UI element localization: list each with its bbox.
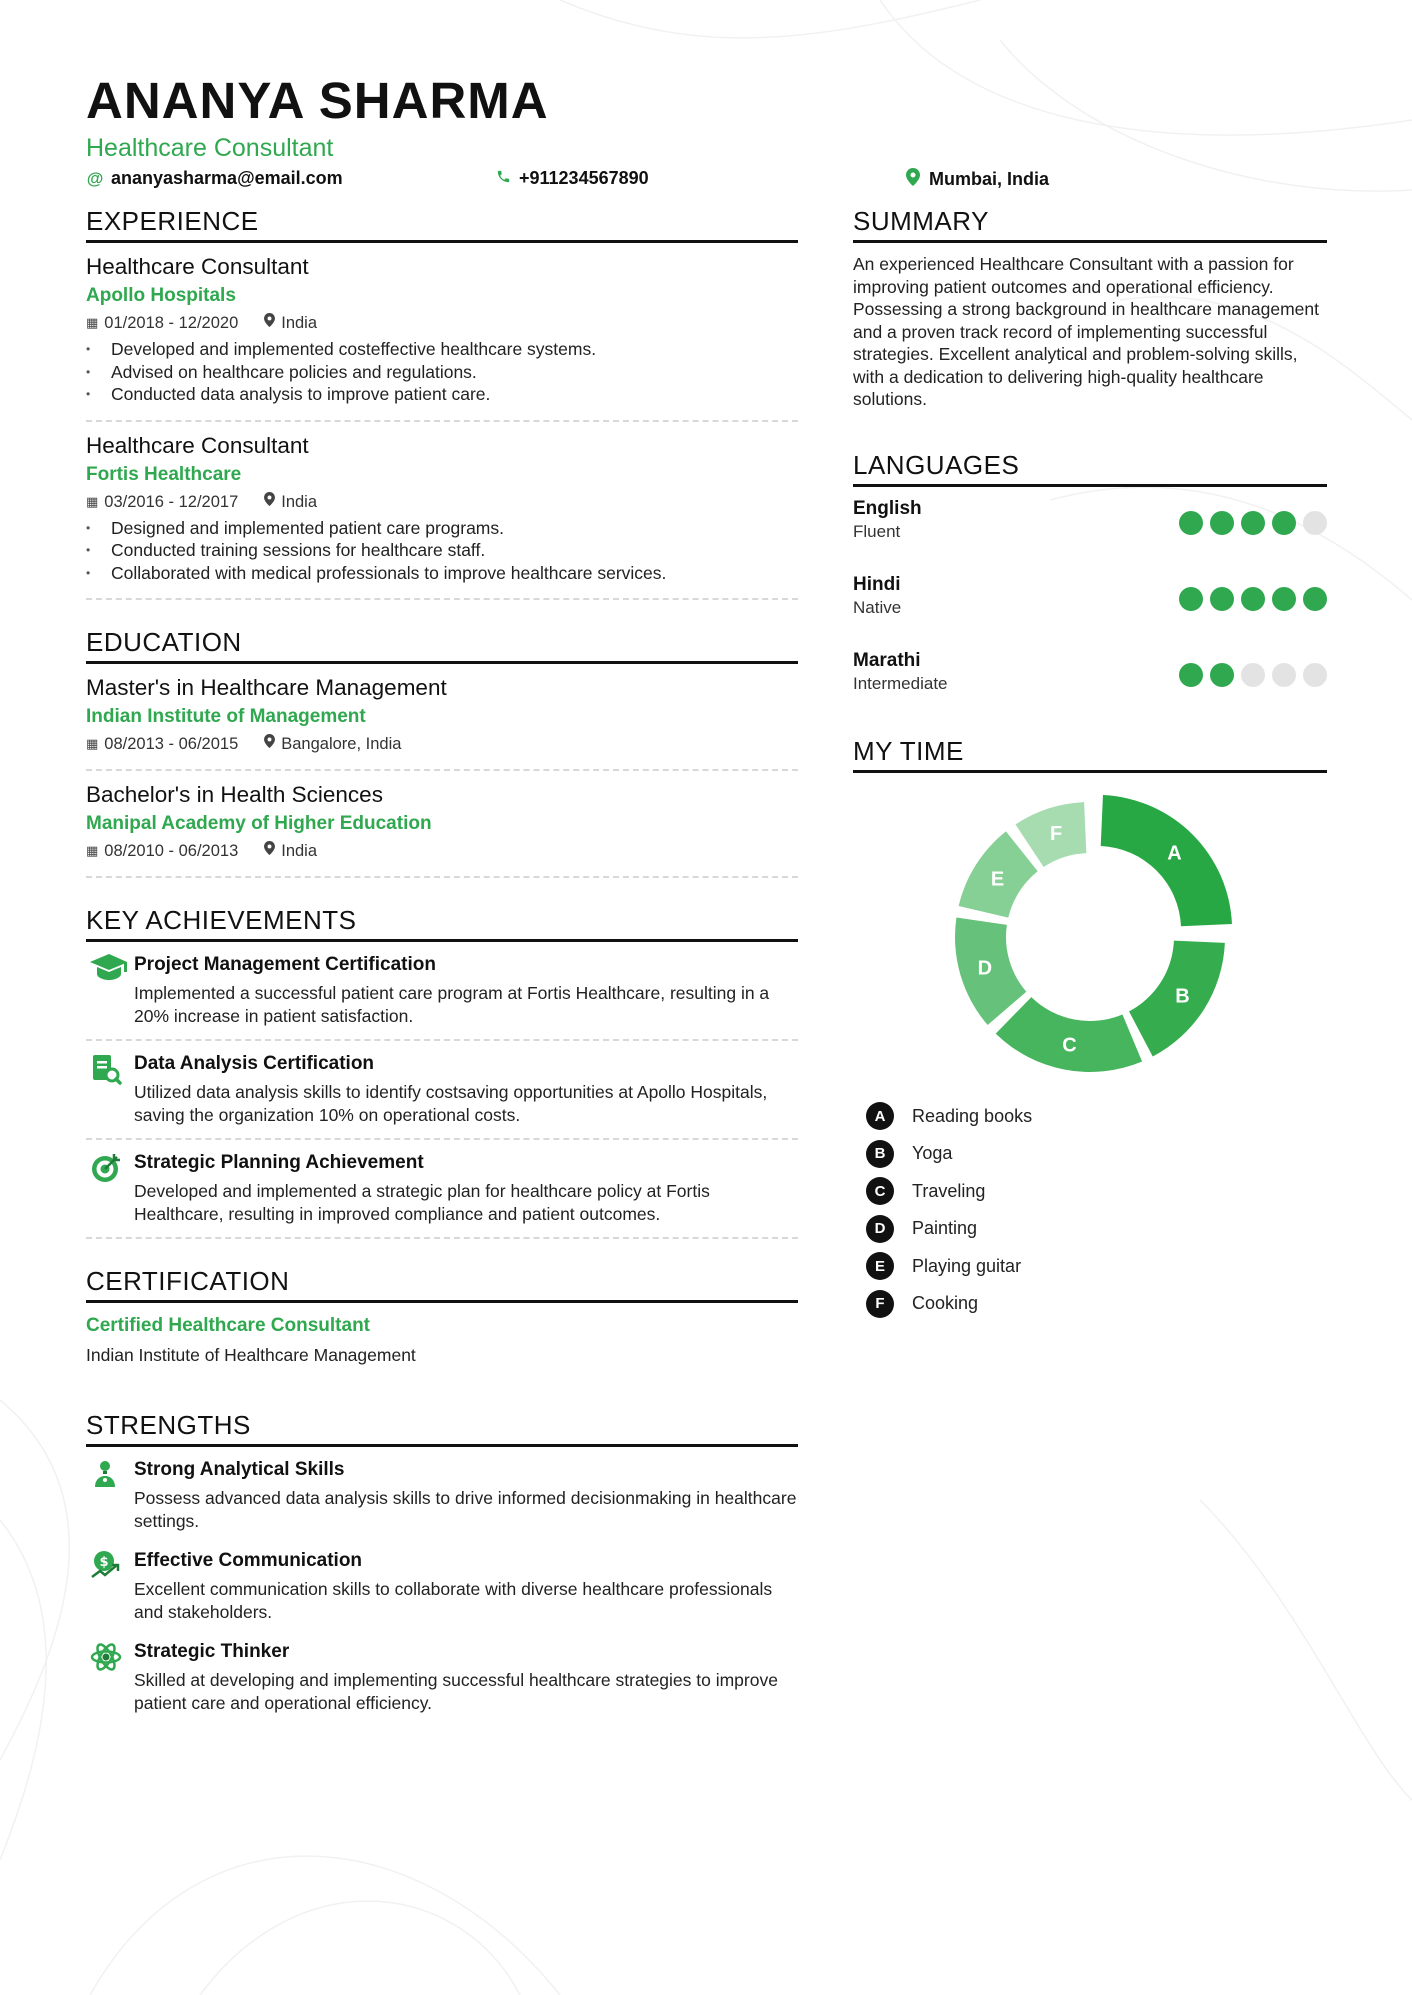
rating-dot-filled — [1272, 587, 1296, 611]
bullet-list — [86, 517, 798, 585]
education-section — [86, 626, 798, 878]
entry-location: India — [281, 314, 318, 332]
company-name: Fortis Healthcare — [86, 463, 242, 485]
entry-dates: 08/2013 - 06/2015 — [104, 735, 239, 753]
languages-heading: LANGUAGES — [853, 449, 1327, 487]
legend-letter: F — [866, 1290, 894, 1318]
language-level: Native — [853, 597, 902, 617]
language-item — [853, 649, 1327, 715]
legend-letter: A — [866, 1102, 894, 1130]
list-item: • Developed and implemented costeffective healthcare systems. — [86, 338, 798, 361]
donut-slice-label: A — [1167, 842, 1182, 865]
rating-dot-filled — [1241, 511, 1265, 535]
legend-letter: C — [866, 1177, 894, 1205]
legend-letter: D — [866, 1215, 894, 1243]
list-item: • Collaborated with medical professionals to improve healthcare services. — [86, 562, 798, 585]
experience-entry — [86, 422, 798, 601]
summary-section — [853, 205, 1327, 411]
contact-phone[interactable] — [494, 168, 649, 189]
education-heading: EDUCATION — [86, 626, 798, 664]
my-time-heading: MY TIME — [853, 735, 1327, 773]
map-pin-icon — [264, 491, 275, 513]
strength-item — [86, 1629, 798, 1720]
donut-slice-label: F — [1050, 822, 1063, 845]
legend-item — [866, 1285, 1327, 1323]
legend-letter: B — [866, 1140, 894, 1168]
achievement-description: Utilized data analysis skills to identify costsaving opportunities at Apollo Hospitals, saving the organization 10% on operational costs. — [134, 1082, 768, 1125]
list-item: • Advised on healthcare policies and regulations. — [86, 361, 798, 384]
strength-description: Excellent communication skills to collaborate with diverse healthcare professionals and stakeholders. — [134, 1579, 773, 1622]
strength-description: Possess advanced data analysis skills to drive informed decisionmaking in healthcare settings. — [134, 1488, 797, 1531]
entry-location: India — [281, 492, 318, 511]
map-pin-icon — [264, 312, 275, 334]
left-column — [86, 205, 798, 1746]
at-sign-icon: @ — [86, 168, 104, 188]
rating-dot-filled — [1303, 587, 1327, 611]
language-level: Intermediate — [853, 673, 948, 693]
rating-dot-empty — [1303, 663, 1327, 687]
legend-label: Painting — [912, 1218, 978, 1239]
phone-icon — [494, 169, 512, 189]
achievement-item — [86, 942, 798, 1041]
achievements-section — [86, 904, 798, 1239]
email-text: ananyasharma@email.com — [111, 168, 343, 188]
achievement-description: Developed and implemented a strategic plan for healthcare policy at Fortis Healthcare, resulting in improved compliance and patient outcomes. — [134, 1181, 710, 1224]
school-name: Manipal Academy of Higher Education — [86, 813, 432, 834]
list-item: • Conducted training sessions for healthcare staff. — [86, 539, 798, 562]
rating-dot-empty — [1272, 663, 1296, 687]
chart-legend — [866, 1098, 1327, 1323]
strength-item — [86, 1538, 798, 1629]
entry-location: India — [281, 842, 318, 860]
contact-bar — [86, 168, 1326, 196]
calendar-icon: ▦ — [86, 493, 99, 509]
achievement-description: Implemented a successful patient care program at Fortis Healthcare, resulting in a 20% increase in patient satisfaction. — [134, 983, 770, 1026]
experience-heading: EXPERIENCE — [86, 205, 798, 243]
legend-item — [866, 1135, 1327, 1173]
rating-dot-filled — [1272, 511, 1296, 535]
entry-dates: 01/2018 - 12/2020 — [104, 314, 239, 332]
summary-heading: SUMMARY — [853, 205, 1327, 243]
language-item — [853, 573, 1327, 639]
education-entry — [86, 664, 798, 771]
graduation-cap-icon — [86, 952, 134, 1027]
map-pin-icon — [904, 168, 922, 191]
bullet-list — [86, 338, 798, 406]
contact-email[interactable] — [86, 168, 343, 189]
achievement-item — [86, 1041, 798, 1140]
brain-atom-icon — [86, 1639, 134, 1714]
rating-dot-filled — [1179, 663, 1203, 687]
calendar-icon: ▦ — [86, 736, 99, 751]
rating-dot-filled — [1210, 511, 1234, 535]
achievement-title: Project Management Certification — [134, 954, 436, 975]
job-title: Healthcare Consultant — [86, 432, 309, 458]
entry-meta — [86, 491, 798, 513]
entry-dates: 03/2016 - 12/2017 — [104, 492, 239, 511]
rating-dot-empty — [1241, 663, 1265, 687]
rating-dot-filled — [1210, 587, 1234, 611]
candidate-role: Healthcare Consultant — [86, 134, 334, 162]
strength-title: Strategic Thinker — [134, 1641, 290, 1662]
map-pin-icon — [264, 733, 275, 755]
achievements-heading: KEY ACHIEVEMENTS — [86, 904, 798, 942]
summary-text: An experienced Healthcare Consultant with a passion for improving patient outcomes and operational efficiency. Possessing a strong background in healthcare management and a proven track record of implementing successful strategies. Excellent analytical and problem-solving skills, with a dedication to delivering high-quality healthcare solutions. — [853, 254, 1319, 409]
location-text: Mumbai, India — [929, 169, 1050, 189]
languages-section — [853, 449, 1327, 715]
strength-item — [86, 1447, 798, 1538]
idea-person-icon — [86, 1457, 134, 1532]
language-rating — [1179, 511, 1327, 535]
experience-entry — [86, 243, 798, 422]
candidate-name: ANANYA SHARMA — [86, 72, 549, 129]
achievement-title: Strategic Planning Achievement — [134, 1152, 424, 1173]
legend-label: Cooking — [912, 1293, 979, 1314]
rating-dot-filled — [1210, 663, 1234, 687]
legend-label: Reading books — [912, 1105, 1033, 1126]
list-item: • Conducted data analysis to improve patient care. — [86, 383, 798, 406]
legend-label: Traveling — [912, 1180, 986, 1201]
donut-slice-label: B — [1175, 985, 1190, 1008]
legend-letter: E — [866, 1252, 894, 1280]
degree-title: Master's in Healthcare Management — [86, 675, 447, 700]
donut-slice-label: D — [977, 957, 993, 980]
strength-title: Effective Communication — [134, 1550, 363, 1571]
rating-dot-empty — [1303, 511, 1327, 535]
language-item — [853, 497, 1327, 563]
phone-text: +911234567890 — [519, 168, 649, 188]
achievement-title: Data Analysis Certification — [134, 1053, 375, 1074]
strength-title: Strong Analytical Skills — [134, 1459, 345, 1480]
right-column — [853, 205, 1327, 1349]
certification-heading: CERTIFICATION — [86, 1265, 798, 1303]
entry-meta — [86, 733, 798, 755]
rating-dot-filled — [1179, 511, 1203, 535]
certification-name: Certified Healthcare Consultant — [86, 1315, 370, 1336]
growth-coin-icon — [86, 1548, 134, 1623]
achievement-item — [86, 1140, 798, 1239]
degree-title: Bachelor's in Health Sciences — [86, 782, 383, 807]
strengths-section — [86, 1409, 798, 1720]
document-search-icon — [86, 1051, 134, 1126]
legend-item — [866, 1173, 1327, 1211]
strengths-heading: STRENGTHS — [86, 1409, 798, 1447]
target-icon — [86, 1150, 134, 1225]
donut-slice-label: E — [990, 867, 1005, 890]
certification-section — [86, 1265, 798, 1367]
my-time-section — [853, 735, 1327, 1323]
language-level: Fluent — [853, 521, 901, 541]
list-item: • Designed and implemented patient care programs. — [86, 517, 798, 540]
time-donut-chart — [853, 773, 1327, 1073]
experience-section — [86, 205, 798, 600]
calendar-icon: ▦ — [86, 843, 99, 858]
language-rating — [1179, 663, 1327, 687]
legend-label: Yoga — [912, 1143, 953, 1164]
job-title: Healthcare Consultant — [86, 254, 309, 279]
strength-description: Skilled at developing and implementing successful healthcare strategies to improve patient care and operational efficiency. — [134, 1670, 778, 1713]
resume-header — [86, 72, 1326, 196]
legend-item — [866, 1248, 1327, 1286]
language-name: Hindi — [853, 573, 901, 595]
legend-item — [866, 1098, 1327, 1136]
entry-dates: 08/2010 - 06/2013 — [104, 842, 239, 860]
map-pin-icon — [264, 840, 275, 862]
language-name: Marathi — [853, 649, 921, 671]
entry-meta — [86, 312, 798, 334]
language-rating — [1179, 587, 1327, 611]
school-name: Indian Institute of Management — [86, 706, 366, 727]
entry-meta — [86, 840, 798, 862]
rating-dot-filled — [1241, 587, 1265, 611]
company-name: Apollo Hospitals — [86, 285, 236, 306]
donut-slice-label: C — [1062, 1034, 1077, 1057]
legend-label: Playing guitar — [912, 1255, 1022, 1276]
language-name: English — [853, 497, 922, 519]
certification-issuer: Indian Institute of Healthcare Management — [86, 1345, 416, 1365]
svg-text:$: $ — [99, 1555, 109, 1570]
education-entry — [86, 771, 798, 878]
legend-item — [866, 1210, 1327, 1248]
entry-location: Bangalore, India — [281, 735, 402, 753]
contact-location — [904, 168, 1049, 191]
rating-dot-filled — [1179, 587, 1203, 611]
calendar-icon: ▦ — [86, 315, 99, 330]
